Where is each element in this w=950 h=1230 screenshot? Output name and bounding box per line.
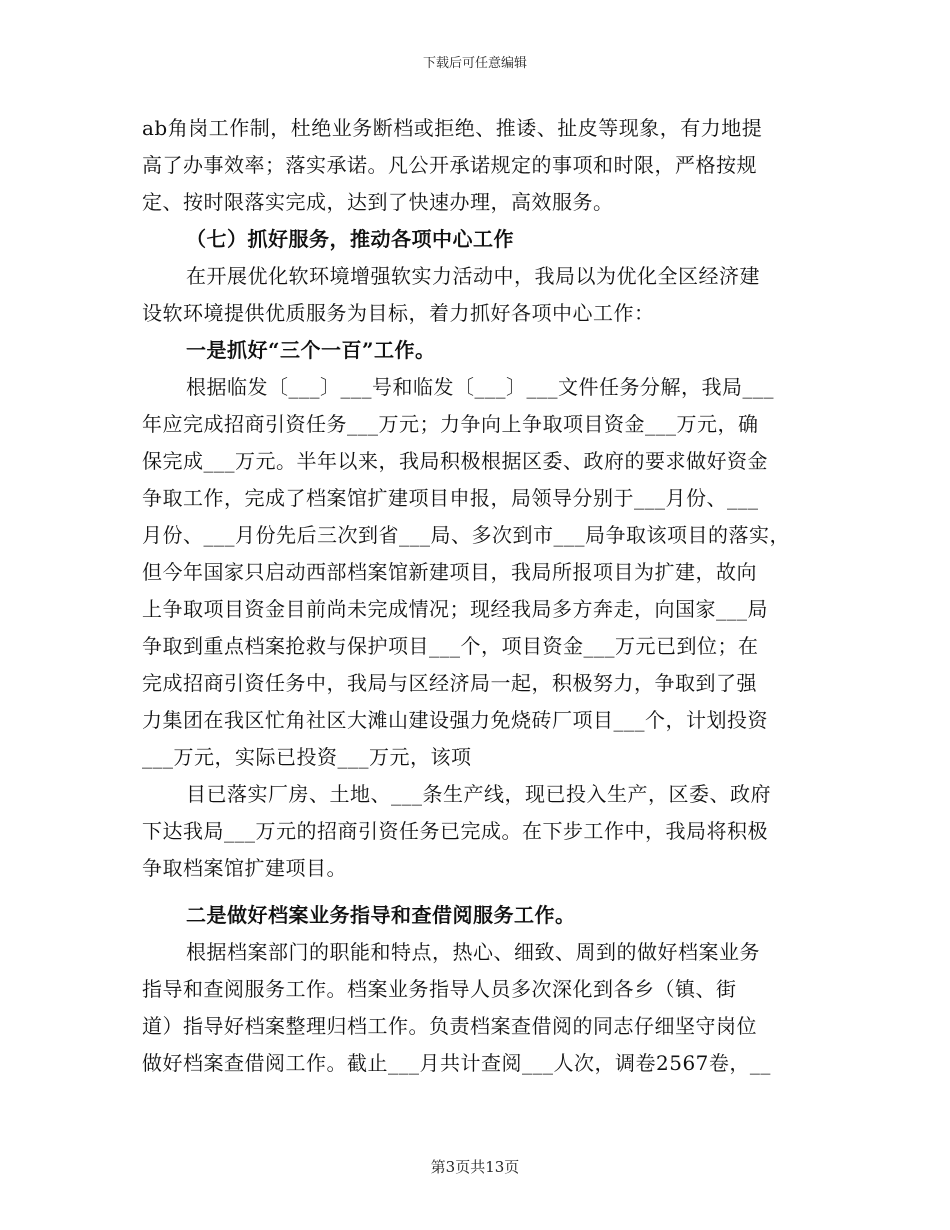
body-line: 争取到重点档案抢救与保护项目___个，项目资金___万元已到位；在 [142, 634, 759, 658]
body-line: 月份、___月份先后三次到省___局、多次到市___局争取该项目的落实， [142, 523, 790, 547]
body-line: 做好档案查借阅工作。截止___月共计查阅___人次，调卷2567卷，__ [142, 1051, 771, 1075]
subsection-heading: 一是抓好“三个一百”工作。 [186, 338, 436, 362]
body-line: 但今年国家只启动西部档案馆新建项目，我局所报项目为扩建，故向 [142, 560, 757, 584]
body-line: 定、按时限落实完成，达到了快速办理，高效服务。 [142, 190, 614, 214]
page-footer: 第3页共13页 [430, 1158, 520, 1176]
body-line: 下达我局___万元的招商引资任务已完成。在下步工作中，我局将积极 [142, 819, 768, 843]
page-header: 下载后可任意编辑 [422, 56, 527, 71]
body-line: 在开展优化软环境增强软实力活动中，我局以为优化全区经济建 [186, 264, 760, 288]
body-line: 保完成___万元。半年以来，我局积极根据区委、政府的要求做好资金 [142, 449, 768, 473]
body-line: ___万元，实际已投资___万元，该项 [142, 745, 472, 769]
document-body [142, 110, 810, 1082]
section-heading: （七）抓好服务，推动各项中心工作 [186, 227, 514, 251]
body-line: 争取工作，完成了档案馆扩建项目申报，局领导分别于___月份、___ [142, 486, 759, 510]
body-line: 目已落实厂房、土地、___条生产线，现已投入生产，区委、政府 [186, 782, 771, 806]
body-line: 争取档案馆扩建项目。 [142, 856, 347, 880]
body-line: 根据临发〔___〕___号和临发〔___〕___文件任务分解，我局___ [186, 375, 774, 399]
paragraph-gap [142, 887, 810, 897]
body-line: 道）指导好档案整理归档工作。负责档案查借阅的同志仔细坚守岗位 [142, 1014, 757, 1038]
body-line: 年应完成招商引资任务___万元；力争向上争取项目资金___万元，确 [142, 412, 759, 436]
body-line: 高了办事效率；落实承诺。凡公开承诺规定的事项和时限，严格按规 [142, 153, 757, 177]
body-line: 完成招商引资任务中，我局与区经济局一起，积极努力，争取到了强 [142, 671, 757, 695]
body-line: 力集团在我区忙角社区大滩山建设强力免烧砖厂项目___个，计划投资 [142, 708, 768, 732]
body-line: 根据档案部门的职能和特点，热心、细致、周到的做好档案业务 [186, 940, 760, 964]
subsection-heading: 二是做好档案业务指导和查借阅服务工作。 [186, 903, 576, 927]
body-line: 指导和查阅服务工作。档案业务指导人员多次深化到各乡（镇、街 [142, 977, 737, 1001]
body-line: 设软环境提供优质服务为目标，着力抓好各项中心工作： [142, 301, 655, 325]
body-line: ab角岗工作制，杜绝业务断档或拒绝、推诿、扯皮等现象，有力地提 [142, 116, 763, 140]
body-line: 上争取项目资金目前尚未完成情况；现经我局多方奔走，向国家___局 [142, 597, 768, 621]
